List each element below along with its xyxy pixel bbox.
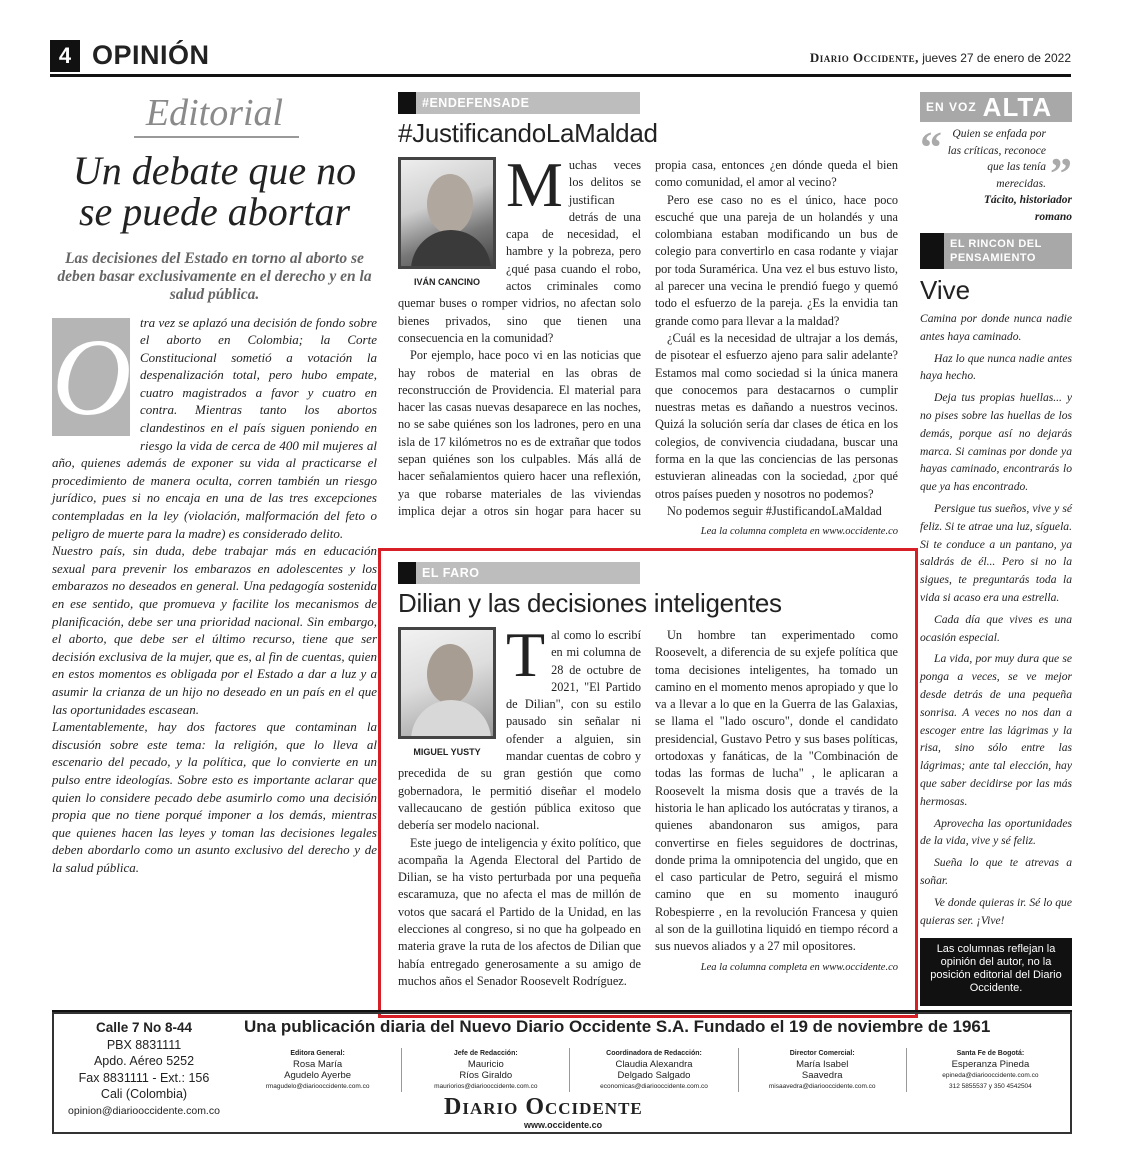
article1-title: #JustificandoLaMaldad	[398, 118, 658, 148]
article-justificando	[398, 92, 898, 537]
article2-paragraph: Un hombre tan experimentado como Roosevelt, a diferencia de su exjefe política que toma decisiones inteligentes, ha tomado un camino en el momento menos apropiado y que lo va a llevar a lo que en la Guerra de las Galaxias, se llama el "lado oscuro", donde el candidato presidencial, Gustavo Petro y sus bases políticas, ortodoxas y fanáticas, de la "Combinación de todas las formas de lucha" , le aplicaran a Roosevelt la misma dosis que a través de la historia le han aplicado los autócratas y tiranos, a quienes abandonaron sus amigos, para convertirse en fieles seguidores de doctrinas, donde prima la omnipotencia del ungido, que en el caso particular de Petro, seguirá el mismo camino que en su momento inauguró Robespierre , en la revolución Francesa y quien al son de la guillotina liquidó en tiempo récord a sus nuevos aliados y a 27 mil opositores.	[655, 628, 898, 954]
vive-paragraph: Sueña lo que te atrevas a soñar.	[920, 856, 1072, 887]
article1-paragraph: uchas veces los delitos se justifican detrás de una capa de necesidad, el hambre y la pobreza, pero ¿qué pasa cuando el robo, actos criminales como quemar buses o romper vidrios, no afectan solo bienes privados, sino que tienen una consecuencia en la comunidad?	[398, 158, 641, 345]
sidebar	[920, 92, 1072, 933]
article2-dropcap: T	[506, 619, 546, 690]
vive-body	[920, 310, 1072, 929]
author-photo	[398, 157, 496, 287]
paper-name: Diario Occidente,	[809, 50, 919, 65]
editorial-dropcap: O	[52, 315, 132, 438]
close-quote-icon: ”	[1050, 149, 1072, 198]
staff-member: Director Comercial: María Isabel Saavedra misaavedra@diariooccidente.com.co	[739, 1048, 907, 1092]
article2-title: Dilian y las decisiones inteligentes	[398, 588, 782, 618]
article2-body	[398, 619, 898, 990]
staff-list	[234, 1048, 1074, 1092]
vive-paragraph: Persigue tus sueños, vive y sé feliz. Si te atrae una luz, síguela. Si te conduce a un pantano, ya saldrás de él... Pero si no la sigues, te preguntarás toda la vida si acaso era una estrella.	[920, 501, 1072, 604]
footer	[52, 1012, 1072, 1134]
editorial-subtitle: Las decisiones del Estado en torno al aborto se deben basar exclusivamente en el derecho y en la salud pública.	[57, 249, 372, 303]
staff-member: Santa Fe de Bogotá: Esperanza Pineda epineda@diariooccidente.com.co 312 5855537 y 350 4542504	[942, 1050, 1039, 1090]
article1-paragraph: No podemos seguir #JustificandoLaMaldad	[667, 503, 882, 518]
section-title: OPINIÓN	[92, 40, 210, 70]
vive-paragraph: Ve donde quieras ir. Sé lo que quieras ser. ¡Vive!	[920, 895, 1072, 927]
website-link[interactable]: www.occidente.co	[524, 1120, 603, 1130]
staff-member: Jefe de Redacción: Mauricio Ríos Giraldo mauriorios@diariooccidente.com.co	[402, 1048, 570, 1092]
vive-title: Vive	[920, 275, 971, 305]
vive-paragraph: Camina por donde nunca nadie antes haya caminado.	[920, 312, 1072, 343]
quote-text: Quien se enfada por las críticas, reconoce que las tenía merecidas.	[947, 128, 1046, 190]
article2-credit: Lea la columna completa en www.occidente.co	[700, 961, 898, 973]
rincon-header: EL RINCON DEL PENSAMIENTO	[920, 233, 1072, 269]
editorial-paragraph: Nuestro país, sin duda, debe trabajar más en educación sexual para prevenir los embarazos en adolescentes y los embarazos no deseados en general. Una pedagogía sostenida en ese sentido, que promueva y facilite los mecanismos de planificación, debe ser una prioridad nacional. Sin embargo, el aborto, que debe ser el último recurso, tiene que ser decisión exclusiva de la mujer, que es, al fin de cuentas, quien en estos momentos es obligada por el Estado a dar a luz y a asumir la crianza de un hijo no deseado en un país en el que las oportunidades escasean.	[52, 543, 377, 717]
header-rule	[50, 74, 1071, 77]
vive-paragraph: Deja tus propias huellas... y no pises sobre las huellas de los demás, porque así no dejarás marca. Si caminas por donde ya hayas caminado, encontrarás lo que ya has encontrado.	[920, 391, 1072, 494]
masthead-date	[810, 50, 1071, 66]
article1-paragraph: Pero ese caso no es el único, hace poco escuché que una pareja de un holandés y una colombiana estaban modificando un bus de colegio para convertirlo en casa rodante y viajar por toda Suramérica. Una vez el bus estuvo listo, al parecer una vecina le prendió fuego y quemó todo el esfuerzo de la pareja. ¿Es la envidia tan grande como para llevar a la maldad?	[655, 192, 898, 328]
article1-dropcap: M	[506, 149, 563, 220]
quote-author: Tácito, historiador romano	[983, 194, 1072, 223]
author-photo	[398, 627, 496, 757]
article2-paragraph: Este juego de inteligencia y éxito político, que acompaña la Agenda Electoral del Partido de Dilian, se ha visto perturbada por una pequeña escaramuza, que no afecta el mas de millón de votos que sacará el Partido de la Unidad, en las elecciones al congreso, si no que ha golpeado en materia grave la ruta de los afectos de Dilian que había entregado generosamente a su amigo de muchos años el Senador Roosevelt Rodríguez.	[398, 835, 641, 988]
vive-paragraph: Aprovecha las oportunidades de la vida, vive y sé feliz.	[920, 816, 1072, 848]
en-voz-alta-header: EN VOZ ALTA	[920, 92, 1072, 122]
paper-logo: Diario Occidente	[444, 1094, 643, 1120]
publication-line: Una publicación diaria del Nuevo Diario Occidente S.A. Fundado el 19 de noviembre de 1961	[244, 1017, 991, 1036]
vive-paragraph: La vida, por muy dura que se ponga a veces, se ve mejor desde detrás de una pequeña sonrisa. A veces no nos dan a escoger entre las lágrimas y la risa, sino sólo entre las lágrimas; ante tal elección, hay que saber decidirse por las más hermosas.	[920, 652, 1072, 808]
disclaimer-box: Las columnas reflejan la opinión del autor, no la posición editorial del Diario Occidente.	[920, 938, 1072, 1006]
author-name: IVÁN CANCINO	[413, 277, 480, 287]
issue-date: jueves 27 de enero de 2022	[922, 51, 1071, 65]
editorial-body	[52, 314, 377, 877]
vive-paragraph: Cada día que vives es una ocasión especial.	[920, 612, 1072, 644]
article2-tag: EL FARO	[398, 562, 640, 584]
editorial-kicker: Editorial	[145, 92, 284, 134]
vive-paragraph: Haz lo que nunca nadie antes haya hecho.	[920, 351, 1072, 383]
article2-paragraph: al como lo escribí en mi columna de 28 de octubre de 2021, "El Partido de Dilian", con su estilo pausado sin señalar ni ofender a alguien, sin mandar cuentas de cobro y precedida de su gran gestión que como gobernadora, le permitió diseñar el modelo vallecaucano de gestión pública exitoso que debería ser modelo nacional.	[398, 628, 641, 833]
contact-email-link[interactable]: opinion@diariooccidente.com.co	[68, 1104, 220, 1117]
open-quote-icon: “	[920, 123, 942, 172]
article-dilian	[398, 562, 898, 990]
page-number: 4	[50, 40, 80, 72]
editorial-title: Un debate que no se puede abortar	[72, 147, 357, 234]
quote-block	[920, 123, 1072, 225]
staff-member: Editora General: Rosa María Agudelo Ayerbe rmagudelo@diariooccidente.com.co	[234, 1048, 402, 1092]
editorial-column	[52, 92, 377, 877]
editorial-kicker-rule	[134, 136, 299, 138]
article1-body	[398, 149, 898, 538]
contact-address: Calle 7 No 8-44 PBX 8831111 Apdo. Aéreo 5252 Fax 8831111 - Ext.: 156 Cali (Colombia) opinion@diariooccidente.com.co	[54, 1014, 234, 1119]
author-name: MIGUEL YUSTY	[413, 747, 481, 757]
article1-paragraph: Por ejemplo, hace poco vi en las noticias que hay robos de material en las obras de reconstrucción de Providencia. El material para hacer las casas nuevas desaparece en las noches, no se sabe quiénes son los ladrones, pero en una isla de 17 kilómetros no es de extrañar que todos sepan quiénes son los culpables. Más allá de hacer señalamientos quiero hacer una reflexión, ya que robarse materiales de las viviendas implica dejar a otros sin hogar para hacer su propia casa, entonces ¿en dónde queda el bien como comunidad, el amor al vecino?	[398, 158, 898, 518]
editorial-paragraph: tra vez se aplazó una decisión de fondo sobre el aborto en Colombia; la Corte Constitucional sometió a votación la despenalización total, pero hubo empate, cuatro magistrados a favor y cuatro en contra. Mientras tanto los abortos clandestinos en el país siguen poniendo en riesgo la vida de cerca de 400 mil mujeres al año, quienes además de exponer su vida al practicarse el procedimiento de manera oculta, corren también un riesgo jurídico, pues si no encaja en una de las tres excepciones contempladas en la ley (violación, malformación del feto o peligro de muerte para la madre) es considerado delito.	[52, 314, 377, 541]
editorial-paragraph: Lamentablemente, hay dos factores que contaminan la discusión sobre este tema: la religión, que lo lleva al escenario del pecado, y la política, que lo convierte en un pulso entre ideologías. Sobre esto es importante aclarar que quien lo considere pecado debe asumirlo como una decisión propia que no tiene porqué imponer a los demás, mientras que quienes hacen las leyes y toman las decisiones legales deben abordarlo como un asunto exclusivo del derecho y de la salud pública.	[52, 719, 377, 875]
article1-paragraph: ¿Cuál es la necesidad de ultrajar a los demás, de pisotear el esfuerzo ajeno para salir adelante? Estamos mal como sociedad si la única manera que conocemos para destacarnos o cumplir nuestras metas es dañando a nuestros vecinos. Quizá la solución sería dar clases de ética en los colegios, de convivencia ciudadana, buscar una forma en la que las conciencias de las personas estuvieran alineadas con la sociedad, ¿por qué otros países pueden y nosotros no podemos?	[655, 330, 898, 501]
article1-tag: #ENDEFENSADE	[398, 92, 640, 114]
staff-member: Coordinadora de Redacción: Claudia Alexandra Delgado Salgado economicas@diariooccidente.com.co	[570, 1048, 738, 1092]
article1-credit: Lea la columna completa en www.occidente.co	[700, 526, 898, 538]
